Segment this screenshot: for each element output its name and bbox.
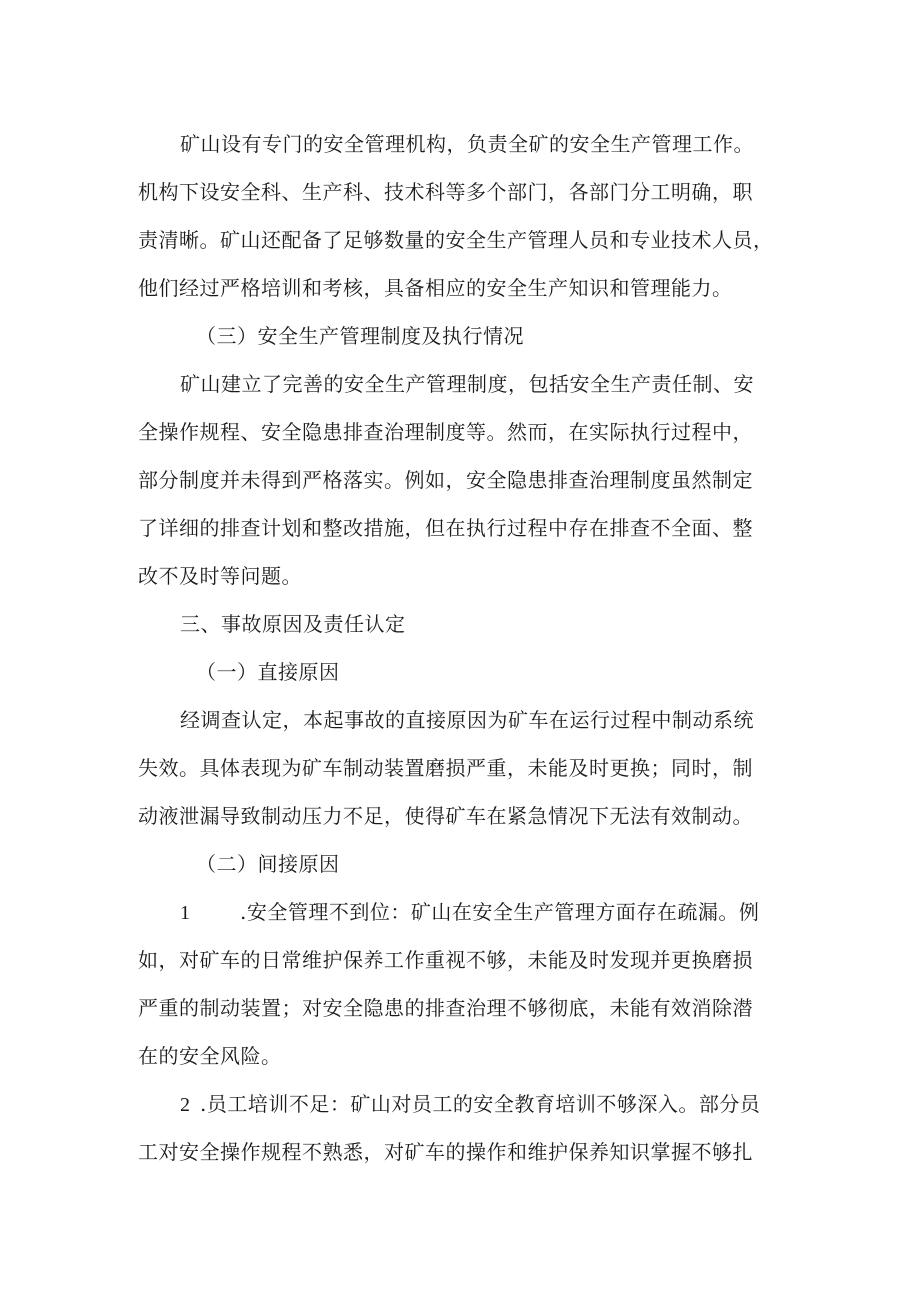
paragraph-line: 经调查认定，本起事故的直接原因为矿车在运行过程中制动系统 — [180, 708, 754, 732]
paragraph-line: 机构下设安全科、生产科、技术科等多个部门，各部门分工明确，职 — [138, 180, 753, 204]
paragraph-line: 矿山建立了完善的安全生产管理制度，包括安全生产责任制、安 — [180, 372, 754, 396]
chapter-heading: 三、事故原因及责任认定 — [180, 612, 406, 636]
list-item-line — [180, 1092, 760, 1117]
list-text: .员工培训不足：矿山对员工的安全教育培训不够深入。部分员 — [200, 1092, 761, 1116]
list-number: 1 — [180, 902, 191, 924]
paragraph-line: 改不及时等问题。 — [138, 564, 302, 588]
paragraph-line: 失效。具体表现为矿车制动装置磨损严重，未能及时更换；同时，制 — [138, 756, 753, 780]
list-text: .安全管理不到位：矿山在安全生产管理方面存在疏漏。例 — [240, 900, 760, 924]
paragraph-line: 全操作规程、安全隐患排查治理制度等。然而，在实际执行过程中， — [138, 420, 753, 444]
paragraph-line: 矿山设有专门的安全管理机构，负责全矿的安全生产管理工作。 — [180, 132, 754, 156]
paragraph-line: 如，对矿车的日常维护保养工作重视不够，未能及时发现并更换磨损 — [138, 948, 753, 972]
paragraph-line: 在的安全风险。 — [138, 1044, 282, 1068]
paragraph-line: 部分制度并未得到严格落实。例如，安全隐患排查治理制度虽然制定 — [138, 468, 753, 492]
paragraph-line: 他们经过严格培训和考核，具备相应的安全生产知识和管理能力。 — [138, 276, 733, 300]
list-item-line — [180, 900, 759, 925]
paragraph-line: 责清晰。矿山还配备了足够数量的安全生产管理人员和专业技术人员， — [138, 228, 774, 252]
paragraph-line: 严重的制动装置；对安全隐患的排查治理不够彻底，未能有效消除潜 — [138, 996, 753, 1020]
list-number: 2 — [180, 1094, 191, 1116]
section-heading: （二）间接原因 — [196, 852, 340, 876]
paragraph-line: 了详细的排查计划和整改措施，但在执行过程中存在排查不全面、整 — [138, 516, 753, 540]
section-heading: （三）安全生产管理制度及执行情况 — [196, 324, 524, 348]
paragraph-line: 动液泄漏导致制动压力不足，使得矿车在紧急情况下无法有效制动。 — [138, 804, 753, 828]
section-heading: （一）直接原因 — [196, 660, 340, 684]
paragraph-line: 工对安全操作规程不熟悉，对矿车的操作和维护保养知识掌握不够扎 — [138, 1140, 753, 1164]
